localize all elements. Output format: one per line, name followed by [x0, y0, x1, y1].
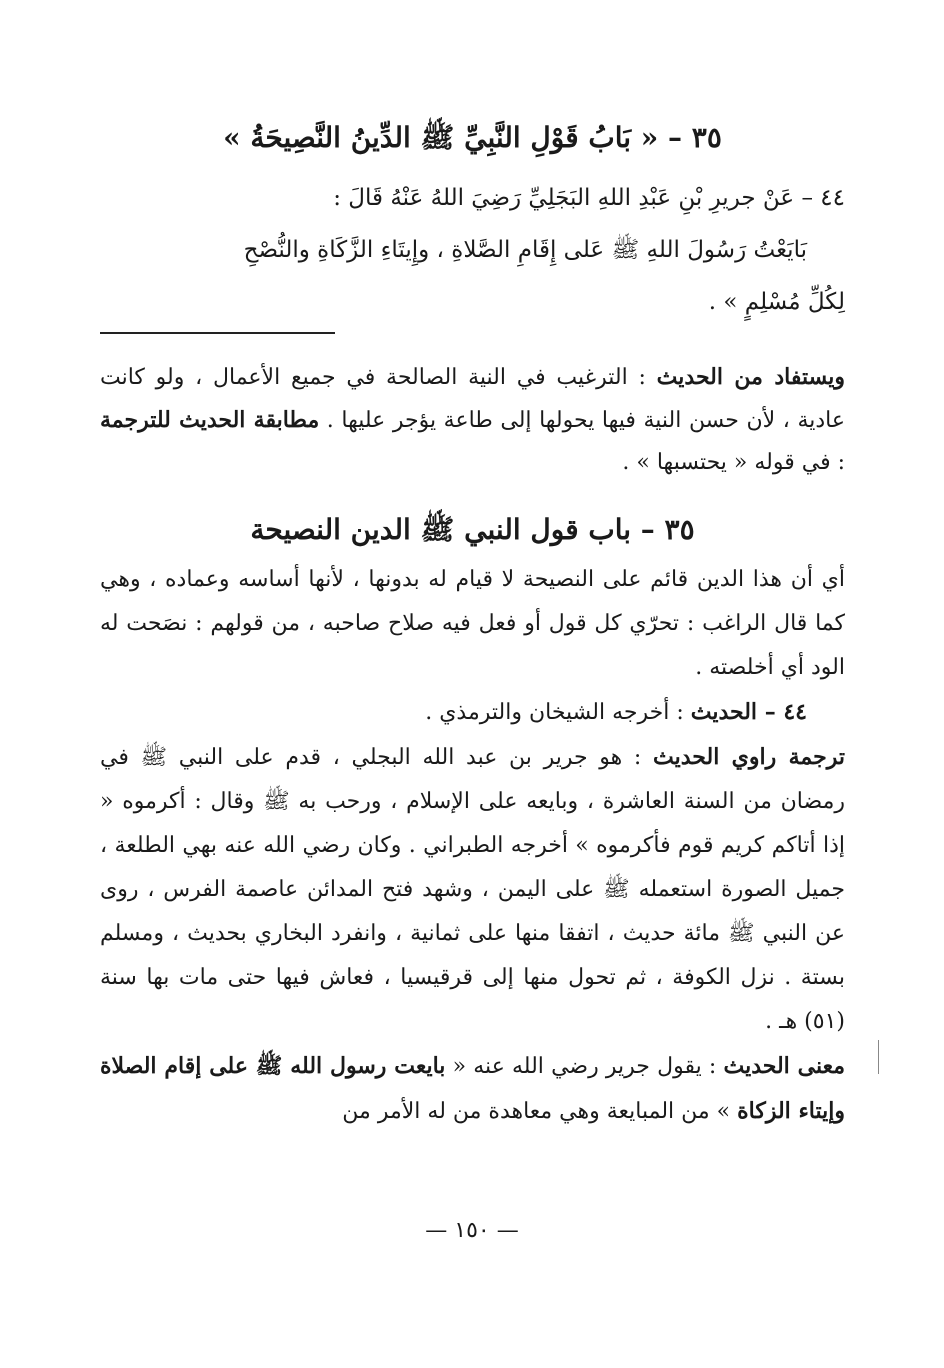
- benefit-label: ويستفاد من الحديث: [656, 364, 846, 390]
- conformity-label: مطابقة الحديث للترجمة: [100, 407, 320, 433]
- hadith-source-label: ٤٤ – الحديث: [690, 699, 807, 725]
- book-page: [100, 110, 845, 1270]
- meaning-paragraph: [100, 1044, 845, 1134]
- chapter-heading-commentary: ٣٥ – باب قول النبي ﷺ الدين النصيحة: [250, 513, 695, 546]
- commentary-section: [100, 558, 845, 1134]
- hadith-source-paragraph: [100, 690, 845, 735]
- benefit-text: : الترغيب في النية الصالحة في جميع الأعمال ، ولو كانت عادية ، لأن حسن النية فيها يحولها إلى طاعة يؤجر عليها .: [100, 365, 845, 433]
- meaning-quote: بايعت رسول الله ﷺ على إقام الصلاة وإيتاء الزكاة: [100, 1053, 845, 1124]
- hadith-text: [100, 172, 845, 328]
- narrator-paragraph: [100, 735, 845, 1044]
- narrator-text: : هو جرير بن عبد الله البجلي ، قدم على النبي ﷺ في رمضان من السنة العاشرة ، وبايعه على الإسلام ، ورحب به ﷺ وقال : أكرموه « إذا أتاكم كريم قوم فأكرموه » أخرجه الطبراني . وكان رضي الله عنه بهي الطلعة ، جميل الصورة استعمله ﷺ على اليمن ، وشهد فتح المدائن عاصمة الفرس ، روى عن النبي ﷺ مائة حديث ، اتفقا منها على ثمانية ، وانفرد البخاري بحديث ، ومسلم بستة . نزل الكوفة ، ثم تحول منها إلى قرقيسيا ، فعاش فيها حتى مات بها سنة (٥١) هـ .: [100, 745, 845, 1034]
- hadith-line-2: بَايَعْتُ رَسُولَ اللهِ ﷺ عَلى إِقَامِ الصَّلاةِ ، وإِيتَاءِ الزَّكَاةِ والنُّصْحِ: [243, 237, 807, 263]
- page-number: — ١٥٠ —: [425, 1218, 519, 1243]
- footnote-divider: [100, 332, 335, 334]
- chapter-heading-top: ٣٥ – « بَابُ قَوْلِ النَّبِيِّ ﷺ الدِّينُ النَّصِيحَةُ »: [223, 121, 722, 154]
- meaning-label: معنى الحديث: [723, 1053, 846, 1079]
- meaning-text-2: » من المبايعة وهي معاهدة من له الأمر من: [342, 1099, 738, 1124]
- meaning-text-1: : يقول جرير رضي الله عنه «: [445, 1054, 724, 1079]
- conformity-text: : في قوله « يحتسبها » .: [622, 450, 845, 475]
- narrator-label: ترجمة راوي الحديث: [653, 744, 845, 770]
- margin-mark: [878, 1040, 879, 1074]
- hadith-line-3: لِكُلِّ مُسْلِمٍ » .: [708, 289, 845, 315]
- intro-paragraph: أي أن هذا الدين قائم على النصيحة لا قيام له بدونها ، لأنها أساسه وعماده ، وهي كما قال الراغب : تحرّي كل قول أو فعل فيه صلاح صاحبه ، من قولهم : نصَحت له الود أي أخلصته .: [100, 567, 845, 680]
- benefit-paragraph: [100, 356, 845, 484]
- hadith-source-text: : أخرجه الشيخان والترمذي .: [425, 700, 691, 725]
- hadith-line-1: ٤٤ – عَنْ جريرِ بْنِ عَبْدِ اللهِ البَجَلِيِّ رَضِيَ اللهُ عَنْهُ قَالَ :: [333, 185, 845, 211]
